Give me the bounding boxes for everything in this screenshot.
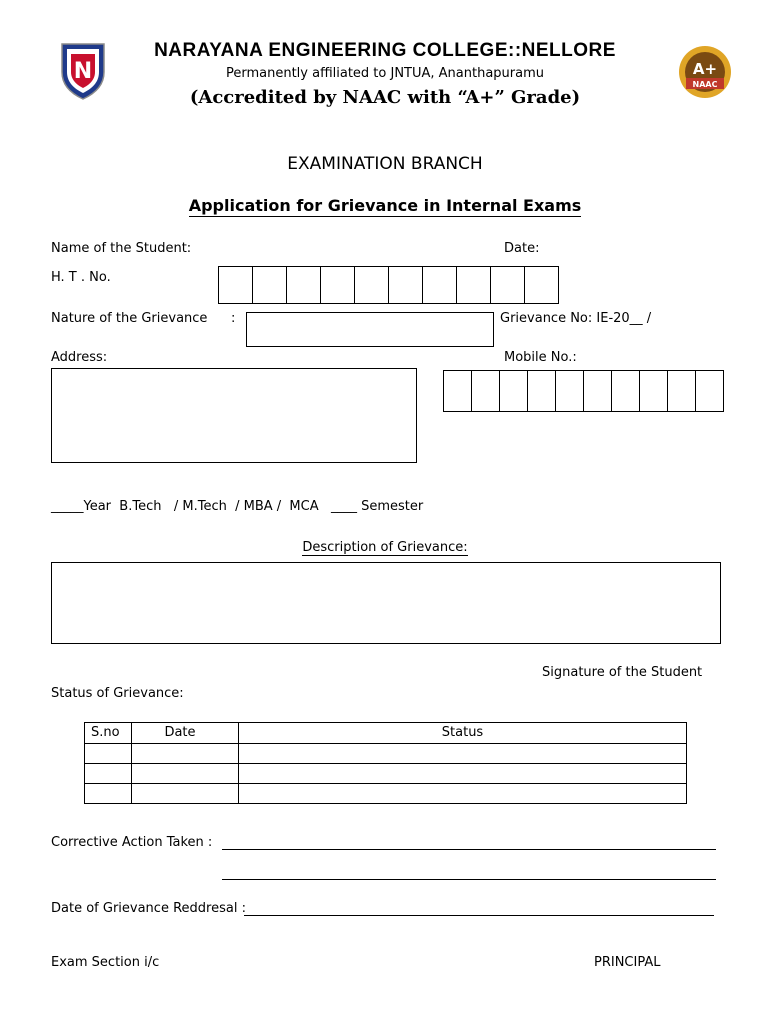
status-table <box>84 722 687 804</box>
grievance-no-label: Grievance No: IE-20__ / <box>500 311 652 326</box>
mobile-cell[interactable] <box>583 370 612 412</box>
table-header: Date <box>132 723 239 744</box>
form-title <box>0 196 770 215</box>
badge-grade: A+ <box>692 60 718 78</box>
principal-label: PRINCIPAL <box>594 955 661 970</box>
table-cell[interactable] <box>132 744 239 764</box>
description-input-box[interactable] <box>51 562 721 644</box>
htno-cell[interactable] <box>218 266 253 304</box>
table-cell[interactable] <box>85 784 132 804</box>
table-header: Status <box>239 723 687 744</box>
table-cell[interactable] <box>239 744 687 764</box>
college-name: NARAYANA ENGINEERING COLLEGE::NELLORE <box>154 40 616 61</box>
redressal-label: Date of Grievance Reddresal : <box>51 901 246 916</box>
table-cell[interactable] <box>132 764 239 784</box>
address-label: Address: <box>51 350 108 365</box>
redressal-line[interactable] <box>244 915 714 916</box>
htno-cell[interactable] <box>422 266 457 304</box>
mobile-cell[interactable] <box>555 370 584 412</box>
form-title-text: Application for Grievance in Internal Exams <box>188 196 582 215</box>
table-header: S.no <box>85 723 132 744</box>
accreditation-text: (Accredited by NAAC with “A+” Grade) <box>189 87 581 108</box>
corrective-line-1[interactable] <box>222 849 716 850</box>
nature-colon: : <box>231 311 236 326</box>
table-row <box>85 784 687 804</box>
student-name-label: Name of the Student: <box>51 241 192 256</box>
htno-boxes[interactable] <box>218 266 559 304</box>
mobile-cell[interactable] <box>471 370 500 412</box>
exam-section-label: Exam Section i/c <box>51 955 160 970</box>
mobile-cell[interactable] <box>443 370 472 412</box>
htno-label: H. T . No. <box>51 270 111 285</box>
nature-label: Nature of the Grievance <box>51 311 208 326</box>
table-header-row <box>85 723 687 744</box>
year-semester-line: _____Year B.Tech / M.Tech / MBA / MCA ____ Semester <box>51 499 424 514</box>
description-heading <box>0 540 770 555</box>
status-label: Status of Grievance: <box>51 686 184 701</box>
mobile-cell[interactable] <box>667 370 696 412</box>
badge-text: NAAC <box>692 80 718 89</box>
mobile-cell[interactable] <box>639 370 668 412</box>
address-input-box[interactable] <box>51 368 417 463</box>
mobile-cell[interactable] <box>611 370 640 412</box>
mobile-cell[interactable] <box>695 370 724 412</box>
htno-cell[interactable] <box>286 266 321 304</box>
corrective-label: Corrective Action Taken : <box>51 835 213 850</box>
htno-cell[interactable] <box>354 266 389 304</box>
branch-title: EXAMINATION BRANCH <box>287 154 483 174</box>
nature-input-box[interactable] <box>246 312 494 347</box>
affiliation-text: Permanently affiliated to JNTUA, Ananthapuramu <box>225 66 545 81</box>
htno-cell[interactable] <box>524 266 559 304</box>
logo-letter: N <box>73 59 93 84</box>
student-signature-label: Signature of the Student <box>542 665 703 680</box>
htno-cell[interactable] <box>456 266 491 304</box>
mobile-cell[interactable] <box>499 370 528 412</box>
htno-cell[interactable] <box>252 266 287 304</box>
table-cell[interactable] <box>239 784 687 804</box>
corrective-line-2[interactable] <box>222 879 716 880</box>
table-cell[interactable] <box>85 744 132 764</box>
mobile-label: Mobile No.: <box>504 350 577 365</box>
htno-cell[interactable] <box>490 266 525 304</box>
table-cell[interactable] <box>85 764 132 784</box>
htno-cell[interactable] <box>388 266 423 304</box>
description-label: Description of Grievance: <box>302 540 468 555</box>
table-row <box>85 744 687 764</box>
table-cell[interactable] <box>132 784 239 804</box>
table-cell[interactable] <box>239 764 687 784</box>
mobile-boxes[interactable] <box>443 370 724 412</box>
htno-cell[interactable] <box>320 266 355 304</box>
table-row <box>85 764 687 784</box>
mobile-cell[interactable] <box>527 370 556 412</box>
date-label: Date: <box>504 241 540 256</box>
